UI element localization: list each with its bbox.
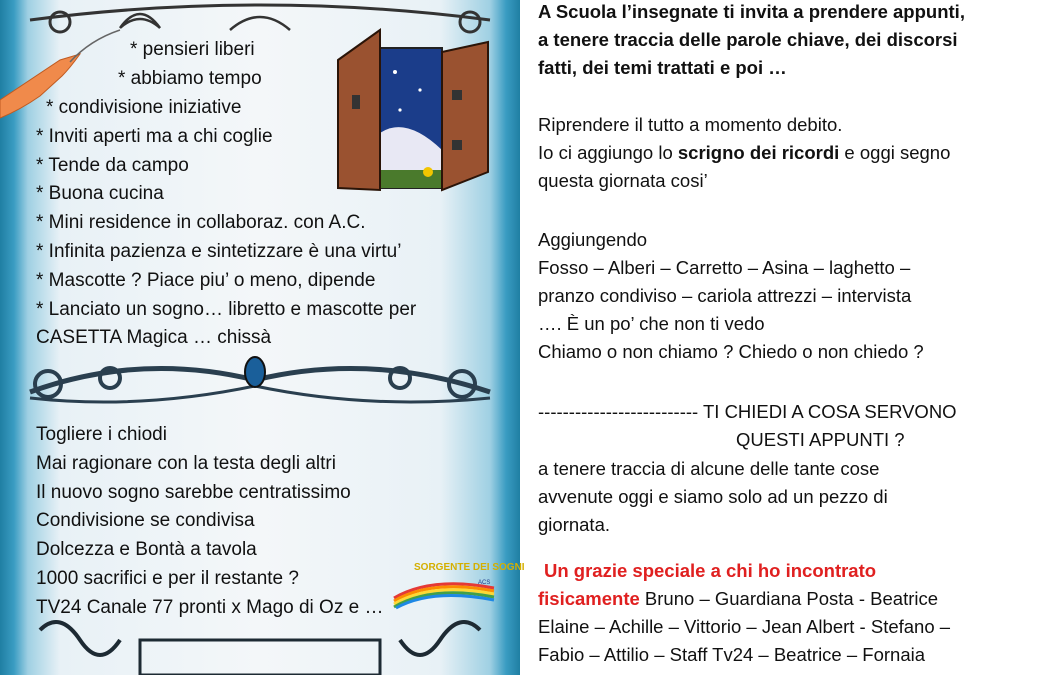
thanks-keyword: fisicamente — [538, 588, 640, 609]
list-item: Mai ragionare con la testa degli altri — [36, 453, 336, 474]
paragraph-line: Riprendere il tutto a momento debito. — [538, 114, 843, 135]
question-line: -------------------------- TI CHIEDI A COSA SERVONO — [538, 401, 957, 422]
right-text-panel — [538, 0, 1038, 675]
list-item: * Lanciato un sogno… libretto e mascotte per — [36, 299, 417, 320]
paragraph-line: Chiamo o non chiamo ? Chiedo o non chiedo ? — [538, 341, 924, 362]
sorgente-dei-sogni-logo — [392, 558, 525, 608]
list-item: CASETTA Magica … chissà — [36, 327, 272, 348]
answer-line: avvenute oggi e siamo solo ad un pezzo di — [538, 486, 888, 507]
swirl-icon — [460, 12, 480, 32]
answer-line: a tenere traccia di alcune delle tante cose — [538, 458, 880, 479]
paragraph-line: questa giornata cosi’ — [538, 170, 708, 191]
list-item: * Inviti aperti ma a chi coglie — [36, 126, 273, 147]
center-gem-icon — [245, 357, 265, 387]
paragraph-text: e oggi segno — [839, 142, 951, 163]
list-item: 1000 sacrifici e per il restante ? — [36, 568, 299, 589]
paragraph-line — [538, 141, 950, 165]
intro-line: a tenere traccia delle parole chiave, dei discorsi — [538, 29, 958, 50]
thanks-heading: Un grazie speciale a chi ho incontrato — [544, 560, 877, 581]
paragraph-text: Io ci aggiungo lo — [538, 142, 678, 163]
list-item: Togliere i chiodi — [36, 424, 167, 445]
logo-small-text: ACS — [478, 580, 491, 586]
thanks-line — [538, 587, 938, 611]
logo-text: SORGENTE DEI SOGNI — [414, 562, 525, 573]
list-item: * Buona cucina — [36, 183, 164, 204]
bold-keyword: scrigno dei ricordi — [677, 142, 840, 163]
intro-line: A Scuola l’insegnate ti invita a prendere appunti, — [538, 1, 965, 22]
paragraph-line: Aggiungendo — [538, 229, 648, 250]
list-item: * Mascotte ? Piace piu’ o meno, dipende — [36, 270, 376, 291]
answer-line: giornata. — [538, 514, 610, 535]
list-item: Condivisione se condivisa — [36, 510, 255, 531]
list-item: * abbiamo tempo — [118, 68, 262, 89]
list-item: * Mini residence in collaboraz. con A.C. — [36, 212, 366, 233]
list-item: * Tende da campo — [36, 155, 189, 176]
list-item: * Infinita pazienza e sintetizzare è una virtu’ — [36, 241, 402, 262]
thanks-line: Fabio – Attilio – Staff Tv24 – Beatrice – Fornaia — [538, 644, 926, 665]
thanks-names: Bruno – Guardiana Posta - Beatrice — [639, 588, 939, 609]
paragraph-line: pranzo condiviso – cariola attrezzi – intervista — [538, 285, 912, 306]
list-item: Dolcezza e Bontà a tavola — [36, 539, 257, 560]
open-window-illustration-icon — [338, 30, 488, 190]
paragraph-line: …. È un po’ che non ti vedo — [538, 313, 765, 334]
intro-line: fatti, dei temi trattati e poi … — [538, 57, 787, 78]
paragraph-line: Fosso – Alberi – Carretto – Asina – laghetto – — [538, 257, 911, 278]
list-item: * condivisione iniziative — [46, 97, 242, 118]
list-item: * pensieri liberi — [130, 39, 255, 60]
question-line: QUESTI APPUNTI ? — [736, 429, 905, 450]
list-item: Il nuovo sogno sarebbe centratissimo — [36, 482, 351, 503]
list-item: TV24 Canale 77 pronti x Mago di Oz e … — [36, 597, 384, 618]
thanks-line: Elaine – Achille – Vittorio – Jean Albert - Stefano – — [538, 616, 951, 637]
